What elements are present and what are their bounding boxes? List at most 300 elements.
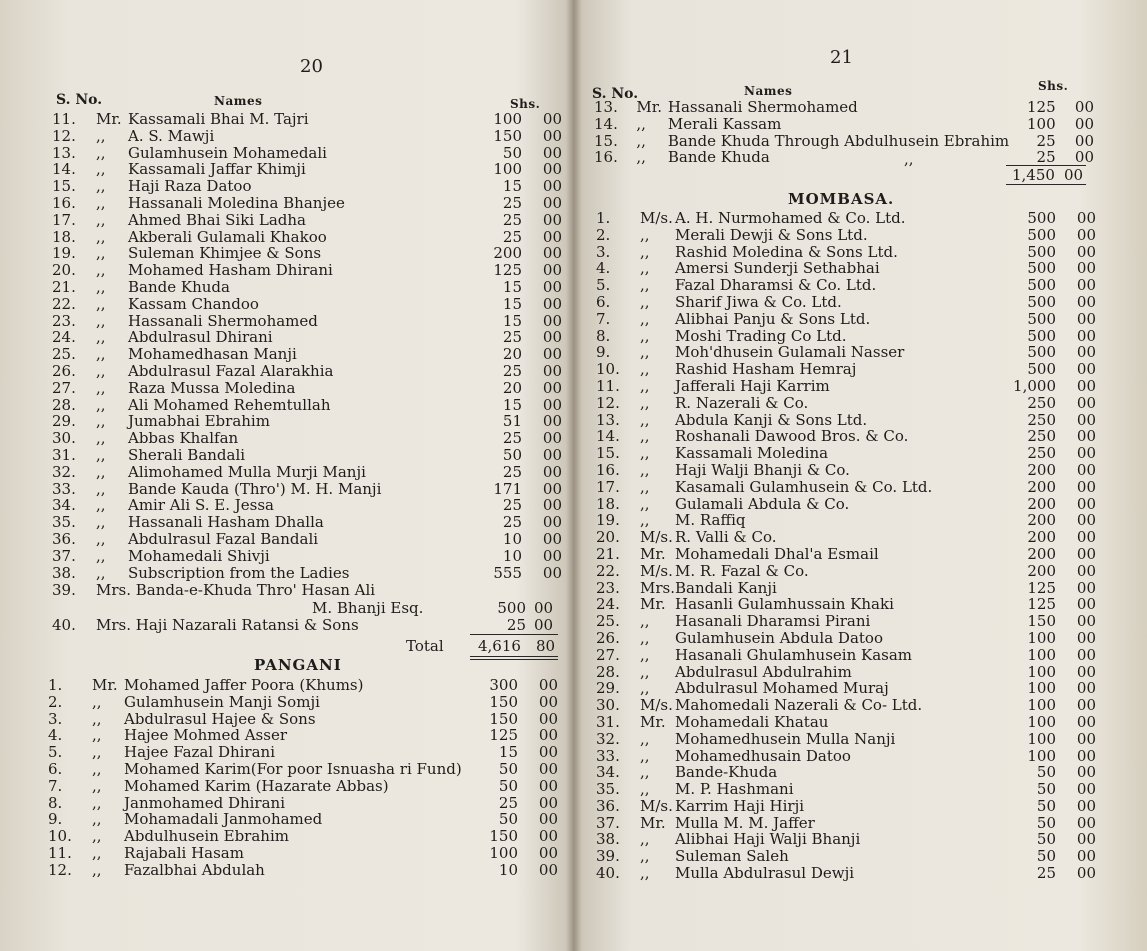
total-rule-top (470, 634, 558, 635)
row-shillings: 15 (502, 311, 522, 330)
row-shillings: 25 (502, 328, 522, 347)
row-cents: 00 (1076, 696, 1096, 715)
row-number: 24. (52, 328, 76, 347)
mombasa-row (596, 244, 1096, 261)
row-number: 40. (596, 864, 620, 883)
row-number: 3. (48, 709, 63, 728)
row-shillings: 555 (493, 563, 522, 582)
row-number: 9. (596, 343, 611, 362)
row-shillings: 500 (1027, 209, 1056, 227)
row-name: Ali Mohamed Rehemtullah (128, 395, 331, 414)
row-cents: 00 (1076, 242, 1096, 261)
row-cents: 00 (542, 462, 562, 481)
total-rule-bottom-1 (470, 656, 558, 657)
row-number: 6. (48, 759, 63, 778)
row-honorific: ,, (636, 114, 646, 133)
row-number: 17. (52, 210, 76, 229)
row-cents: 00 (538, 827, 558, 846)
row-number: 9. (48, 810, 63, 829)
mombasa-row (596, 529, 1096, 546)
row-cents: 00 (542, 277, 562, 296)
row-number: 5. (596, 276, 611, 295)
row-name: Abdulrasul Mohamed Muraj (675, 679, 889, 698)
row-shillings: 100 (493, 110, 522, 128)
row-number: 39. (596, 847, 620, 866)
mombasa-row (596, 580, 1096, 597)
row-number: 33. (596, 746, 620, 765)
row-honorific: Mr. (640, 712, 666, 731)
total-label: Total (406, 637, 444, 655)
row-honorific: ,, (96, 311, 106, 330)
pangani-row (48, 761, 558, 778)
book-gutter (566, 0, 582, 951)
mombasa-row (596, 680, 1096, 697)
row-honorific: ,, (96, 361, 106, 380)
row-cents: 00 (1076, 662, 1096, 681)
row-shillings: 50 (502, 143, 522, 162)
subscription-row (52, 514, 562, 531)
row-name: Mulla Abdulrasul Dewji (675, 864, 855, 883)
subscription-row (52, 111, 562, 128)
row-honorific: ,, (92, 793, 102, 812)
row-honorific: ,, (96, 529, 106, 548)
row-cents: 00 (542, 110, 562, 128)
row-cents: 00 (1076, 813, 1096, 832)
row-name: A. H. Nurmohamed & Co. Ltd. (675, 209, 906, 227)
row-number: 29. (596, 679, 620, 698)
row-honorific: ,, (96, 445, 106, 464)
mombasa-row (596, 496, 1096, 513)
row-shillings: 25 (502, 513, 522, 532)
row-cents: 00 (1076, 477, 1096, 496)
row-shillings: 500 (1027, 292, 1056, 311)
subscription-rows (52, 111, 562, 581)
row-cents: 00 (1076, 427, 1096, 446)
row-cents: 00 (538, 793, 558, 812)
row-shillings: 150 (489, 692, 518, 711)
row-number: 16. (596, 460, 620, 479)
row-shillings: 25 (502, 193, 522, 212)
row-cents: 00 (542, 143, 562, 162)
row-name: Bandali Kanji (675, 578, 777, 597)
row-40-cts: 00 (534, 616, 554, 634)
row-shillings: 171 (493, 479, 522, 498)
subscription-row (52, 397, 562, 414)
row-number: 13. (52, 143, 76, 162)
row-honorific: M/s. (640, 696, 673, 715)
row-number: 7. (596, 309, 611, 328)
column-header-names (214, 93, 262, 109)
row-cents: 00 (1076, 628, 1096, 647)
row-name: Moshi Trading Co Ltd. (675, 326, 847, 345)
row-number: 11. (52, 110, 76, 128)
row-number: 28. (52, 395, 76, 414)
row-honorific: ,, (92, 726, 102, 745)
row-number: 12. (52, 126, 76, 145)
row-honorific: ,, (640, 477, 650, 496)
subscription-row (594, 116, 1094, 133)
row-name: Merali Dewji & Sons Ltd. (675, 225, 868, 244)
row-honorific: ,, (640, 242, 650, 261)
subscription-row (594, 99, 1094, 116)
row-40-shs: 25 (506, 616, 526, 634)
row-name: R. Valli & Co. (675, 528, 777, 547)
row-cents: 00 (538, 860, 558, 879)
row-honorific: ,, (640, 410, 650, 429)
row-cents: 00 (542, 311, 562, 330)
row-name: Mohamadali Janmohamed (124, 810, 323, 829)
row-number: 14. (52, 160, 76, 179)
mombasa-row (596, 395, 1096, 412)
row-39-name-line1: Mrs. Banda-e-Khuda Thro' Hasan Ali (96, 581, 376, 599)
row-cents: 00 (1076, 460, 1096, 479)
row-honorific: ,, (92, 860, 102, 879)
row-shillings: 125 (493, 261, 522, 280)
row-name: Merali Kassam (667, 114, 782, 133)
row-name: Kassamali Bhai M. Tajri (128, 110, 309, 128)
row-shillings: 25 (498, 793, 518, 812)
page-right (574, 0, 1147, 951)
row-name: Abbas Khalfan (128, 429, 239, 448)
row-number: 4. (596, 259, 611, 278)
subscription-row (52, 430, 562, 447)
row-cents: 00 (1076, 376, 1096, 395)
row-honorific: ,, (96, 546, 106, 565)
row-cents: 00 (1076, 544, 1096, 563)
subscription-row (52, 195, 562, 212)
row-name: Abdula Kanji & Sons Ltd. (675, 410, 868, 429)
row-cents: 00 (1076, 712, 1096, 731)
subscription-row (52, 296, 562, 313)
row-number: 34. (596, 763, 620, 782)
row-name: Sherali Bandali (128, 445, 246, 464)
row-cents: 00 (1076, 209, 1096, 227)
row-name: Mohamedhusein Mulla Nanji (675, 729, 896, 748)
row-shillings: 100 (489, 843, 518, 862)
row-name: Hassanali Shermohamed (667, 98, 858, 116)
row-number: 18. (52, 227, 76, 246)
mombasa-row (596, 512, 1096, 529)
total-shs: 4,616 (478, 637, 521, 655)
row-number: 11. (48, 843, 72, 862)
row-shillings: 15 (502, 177, 522, 196)
row-shillings: 100 (1027, 662, 1056, 681)
pangani-row (48, 811, 558, 828)
column-header-names-text: Names (214, 94, 263, 108)
row-number: 10. (596, 360, 620, 379)
row-name: Akberali Gulamali Khakoo (128, 227, 327, 246)
row-number: 23. (52, 311, 76, 330)
row-name: Abdulrasul Fazal Bandali (128, 529, 319, 548)
row-honorific: ,, (640, 343, 650, 362)
row-honorific: M/s. (640, 528, 673, 547)
row-shillings: 50 (498, 810, 518, 829)
row-cents: 00 (542, 126, 562, 145)
row-honorific: ,, (640, 628, 650, 647)
row-shillings: 25 (502, 227, 522, 246)
row-name: Amir Ali S. E. Jessa (128, 496, 274, 515)
row-number: 16. (594, 148, 618, 167)
row-cents: 00 (1076, 847, 1096, 866)
row-number: 35. (52, 513, 76, 532)
row-honorific: ,, (96, 227, 106, 246)
row-cents: 00 (1076, 393, 1096, 412)
row-cents: 00 (542, 361, 562, 380)
subscription-row (52, 363, 562, 380)
mombasa-row (596, 781, 1096, 798)
row-honorific: ,, (640, 444, 650, 463)
row-cents: 00 (1076, 746, 1096, 765)
row-name: Gulamhusein Mohamedali (128, 143, 327, 162)
mombasa-rows (596, 210, 1096, 882)
row-name: Hajee Fazal Dhirani (124, 743, 275, 762)
row-number: 12. (48, 860, 72, 879)
mombasa-row (596, 865, 1096, 882)
row-name: Bande Kauda (Thro') M. H. Manji (128, 479, 382, 498)
row-shillings: 100 (1026, 114, 1056, 133)
row-shillings: 200 (1027, 494, 1056, 513)
row-cents: 00 (1074, 148, 1094, 167)
row-shillings: 50 (1036, 830, 1056, 849)
row-honorific: M/s. (640, 561, 673, 580)
row-number: 14. (594, 114, 618, 133)
row-shillings: 500 (1027, 225, 1056, 244)
row-cents: 00 (1076, 595, 1096, 614)
row-honorific: ,, (640, 276, 650, 295)
row-name: Suleman Khimjee & Sons (128, 244, 322, 263)
row-number: 31. (596, 712, 620, 731)
row-number: 38. (596, 830, 620, 849)
row-shillings: 100 (1027, 696, 1056, 715)
row-shillings: 50 (498, 776, 518, 795)
row-shillings: 150 (489, 827, 518, 846)
row-shillings: 200 (1027, 528, 1056, 547)
row-name: Jumabhai Ebrahim (128, 412, 270, 431)
row-name: Bande Khuda (667, 148, 770, 167)
row-honorific: ,, (96, 345, 106, 364)
row-name: Hajee Mohmed Asser (124, 726, 287, 745)
row-cents: 00 (1076, 326, 1096, 345)
subscription-row (52, 245, 562, 262)
row-shillings: 20 (502, 378, 522, 397)
mombasa-row (596, 596, 1096, 613)
subscription-rows-continued (594, 99, 1094, 166)
row-honorific: ,, (640, 376, 650, 395)
total-rule-bottom-2 (470, 659, 558, 660)
mombasa-row (596, 277, 1096, 294)
row-honorific: ,, (640, 494, 650, 513)
row-name: Mohamedali Khatau (675, 712, 829, 731)
row-name: Hasanali Dharamsi Pirani (675, 612, 871, 631)
row-name: Kassam Chandoo (128, 294, 259, 313)
row-name: Moh'dhusein Gulamali Nasser (675, 343, 905, 362)
row-number: 20. (596, 528, 620, 547)
row-number: 32. (596, 729, 620, 748)
subscription-row (52, 413, 562, 430)
row-name: Ahmed Bhai Siki Ladha (128, 210, 306, 229)
row-number: 22. (596, 561, 620, 580)
row-honorific: Mr. (96, 110, 122, 128)
row-number: 16. (52, 193, 76, 212)
mombasa-row (596, 848, 1096, 865)
mombasa-row (596, 831, 1096, 848)
row-number: 19. (52, 244, 76, 263)
row-40-number: 40. (52, 616, 76, 634)
row-shillings: 100 (1027, 628, 1056, 647)
row-cents: 00 (542, 513, 562, 532)
row-number: 10. (48, 827, 72, 846)
row-honorific: ,, (96, 294, 106, 313)
row-shillings: 150 (1027, 612, 1056, 631)
ditto-mark: ,, (904, 150, 914, 168)
pangani-row (48, 694, 558, 711)
row-name: Gulamali Abdula & Co. (675, 494, 850, 513)
row-name: Roshanali Dawood Bros. & Co. (675, 427, 909, 446)
mombasa-row (596, 412, 1096, 429)
row-shillings: 250 (1027, 393, 1056, 412)
row-cents: 00 (1076, 780, 1096, 799)
row-shillings: 100 (1027, 712, 1056, 731)
row-shillings: 125 (1027, 595, 1056, 614)
row-number: 12. (596, 393, 620, 412)
row-cents: 00 (538, 726, 558, 745)
row-honorific: ,, (640, 662, 650, 681)
row-shillings: 50 (1036, 813, 1056, 832)
row-honorific: ,, (92, 692, 102, 711)
row-honorific: ,, (96, 378, 106, 397)
row-cents: 00 (538, 709, 558, 728)
mombasa-row (596, 311, 1096, 328)
pangani-row (48, 778, 558, 795)
row-cents: 00 (1074, 114, 1094, 133)
row-honorific: ,, (92, 743, 102, 762)
mombasa-row (596, 647, 1096, 664)
row-number: 25. (52, 345, 76, 364)
row-shillings: 10 (502, 529, 522, 548)
row-name: Rashid Hasham Hemraj (675, 360, 857, 379)
mombasa-row (596, 445, 1096, 462)
row-honorific: ,, (96, 429, 106, 448)
row-cents: 00 (1074, 98, 1094, 116)
row-name: Bande Khuda (128, 277, 230, 296)
mombasa-row (596, 361, 1096, 378)
mombasa-table (596, 210, 1096, 882)
row-cents: 00 (1076, 763, 1096, 782)
row-cents: 00 (1076, 292, 1096, 311)
row-name: Abdulrasul Hajee & Sons (124, 709, 316, 728)
mombasa-row (596, 748, 1096, 765)
row-shillings: 100 (1027, 746, 1056, 765)
row-cents: 00 (1076, 679, 1096, 698)
subscription-row (52, 262, 562, 279)
row-cents: 00 (1076, 410, 1096, 429)
mombasa-row (596, 260, 1096, 277)
row-name: Abdulrasul Fazal Alarakhia (128, 361, 334, 380)
row-honorific: ,, (96, 412, 106, 431)
row-honorific: ,, (636, 131, 646, 150)
row-honorific: ,, (96, 277, 106, 296)
mombasa-row (596, 479, 1096, 496)
row-cents: 00 (542, 563, 562, 582)
row-number: 6. (596, 292, 611, 311)
pangani-row (48, 677, 558, 694)
row-name: Gulamhusein Manji Somji (124, 692, 320, 711)
row-name: Hasanali Ghulamhusein Kasam (675, 645, 913, 664)
row-cents: 00 (1076, 276, 1096, 295)
row-cents: 00 (542, 210, 562, 229)
mombasa-row (596, 664, 1096, 681)
row-name: Mohamedhasan Manji (128, 345, 297, 364)
row-shillings: 20 (502, 345, 522, 364)
row-honorific: ,, (640, 326, 650, 345)
row-cents: 00 (1076, 309, 1096, 328)
row-honorific: ,, (92, 810, 102, 829)
row-number: 26. (596, 628, 620, 647)
page-number: 21 (830, 47, 853, 68)
row-shillings: 25 (502, 462, 522, 481)
row-39-cts: 00 (534, 599, 554, 617)
row-cents: 00 (1076, 511, 1096, 530)
row-shillings: 250 (1027, 410, 1056, 429)
row-honorific: Mrs. (640, 578, 675, 597)
row-number: 33. (52, 479, 76, 498)
row-cents: 00 (1076, 796, 1096, 815)
row-cents: 00 (542, 412, 562, 431)
subscription-row (52, 481, 562, 498)
row-name: M. P. Hashmani (675, 780, 794, 799)
row-name: Amersi Sunderji Sethabhai (675, 259, 880, 278)
mombasa-row (596, 613, 1096, 630)
row-name: Kassamali Moledina (675, 444, 829, 463)
row-number: 4. (48, 726, 63, 745)
mombasa-row (596, 328, 1096, 345)
row-shillings: 500 (1027, 309, 1056, 328)
row-name: Subscription from the Ladies (128, 563, 350, 582)
row-name: Hassanali Hasham Dhalla (128, 513, 324, 532)
row-cents: 00 (542, 193, 562, 212)
row-shillings: 100 (1027, 645, 1056, 664)
column-header-sno: S. No. (56, 92, 103, 108)
total-cts: 80 (536, 637, 556, 655)
row-shillings: 10 (502, 546, 522, 565)
column-header-sno: S. No. (592, 86, 639, 102)
row-name: Mohamed Karim(For poor Isnuasha ri Fund) (124, 759, 462, 778)
pangani-row (48, 845, 558, 862)
row-shillings: 500 (1027, 242, 1056, 261)
row-shillings: 25 (502, 210, 522, 229)
row-honorific: ,, (640, 427, 650, 446)
row-shillings: 1,000 (1013, 376, 1056, 395)
row-cents: 00 (1076, 225, 1096, 244)
row-shillings: 15 (502, 395, 522, 414)
row-name: Mohamedali Shivji (128, 546, 270, 565)
row-shillings: 500 (1027, 259, 1056, 278)
row-name: Abdulhusein Ebrahim (124, 827, 289, 846)
row-shillings: 200 (1027, 544, 1056, 563)
row-honorific: ,, (96, 563, 106, 582)
row-cents: 00 (538, 692, 558, 711)
row-cents: 00 (542, 328, 562, 347)
subscription-table (52, 111, 562, 581)
row-number: 34. (52, 496, 76, 515)
row-number: 36. (52, 529, 76, 548)
pangani-row (48, 744, 558, 761)
row-shillings: 25 (502, 496, 522, 515)
row-name: Sharif Jiwa & Co. Ltd. (675, 292, 842, 311)
row-name: Raza Mussa Moledina (128, 378, 296, 397)
subscription-row (52, 447, 562, 464)
row-name: Jafferali Haji Karrim (675, 376, 830, 395)
